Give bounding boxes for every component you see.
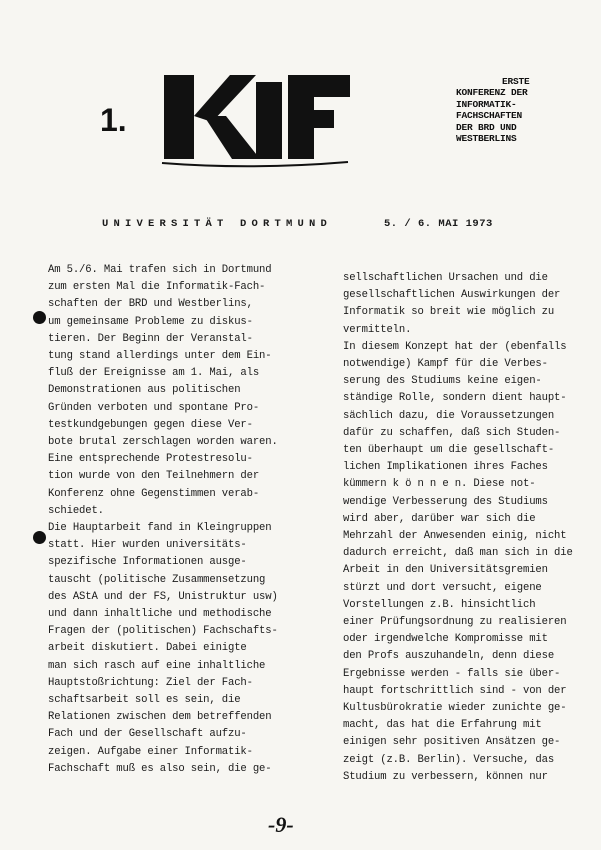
text-line: man sich rasch auf eine inhaltliche: [48, 659, 266, 672]
text-line: notwendige) Kampf für die Verbes-: [343, 358, 548, 371]
text-line: testkundgebungen gegen diese Ver-: [48, 418, 253, 431]
text-line: Vorstellungen z.B. hinsichtlich: [343, 598, 536, 611]
text-line: Fragen der (politischen) Fachschafts-: [48, 625, 278, 638]
text-line: statt. Hier wurden universitäts-: [48, 539, 247, 552]
text-line: ten überhaupt um die gesellschaft-: [343, 444, 555, 457]
text-line: Hauptstoßrichtung: Ziel der Fach-: [48, 676, 253, 689]
text-line: dadurch erreicht, daß man sich in die: [343, 547, 573, 560]
text-line: tion wurde von den Teilnehmern der: [48, 470, 260, 483]
text-line: zeigen. Aufgabe einer Informatik-: [48, 745, 253, 758]
text-line: bote brutal zerschlagen worden waren.: [48, 436, 278, 449]
text-line: fluß der Ereignisse am 1. Mai, als: [48, 367, 260, 380]
text-line: tung stand allerdings unter dem Ein-: [48, 350, 272, 363]
text-line: Gründen verboten und spontane Pro-: [48, 401, 260, 414]
text-line: schiedet.: [48, 504, 104, 517]
text-line: Mehrzahl der Anwesenden einig, nicht: [343, 530, 567, 543]
text-line: Informatik so breit wie möglich zu: [343, 306, 555, 319]
text-line: haupt fortschrittlich sind - von der: [343, 684, 567, 697]
conference-title-line: INFORMATIK-: [456, 98, 517, 110]
text-line: Konferenz ohne Gegenstimmen verab-: [48, 487, 260, 500]
text-line: einigen sehr positiven Ansätzen ge-: [343, 736, 561, 749]
text-line: dafür zu schaffen, daß sich Studen-: [343, 426, 561, 439]
hole-punch-mark: [33, 531, 46, 544]
text-line: macht, das hat die Erfahrung mit: [343, 719, 542, 732]
text-line: Am 5./6. Mai trafen sich in Dortmund: [48, 264, 272, 276]
conference-title-line: ERSTE: [502, 76, 530, 87]
text-line: Studium zu verbessern, können nur: [343, 770, 548, 783]
text-line: schaften der BRD und Westberlins,: [48, 298, 253, 311]
text-line: stürzt und dort versucht, eigene: [343, 581, 542, 594]
text-line: arbeit diskutiert. Dabei einigte: [48, 642, 247, 655]
text-line: des AStA und der FS, Unistruktur usw): [48, 590, 278, 603]
conference-title-line: KONFERENZ DER: [456, 87, 528, 99]
text-line: einer Prüfungsordnung zu realisieren: [343, 616, 567, 629]
text-line: zeigt (z.B. Berlin). Versuche, das: [343, 753, 555, 766]
conference-date: 5. / 6. MAI 1973: [384, 218, 493, 230]
text-line: Demonstrationen aus politischen: [48, 384, 241, 397]
university-name: UNIVERSITÄT DORTMUND: [102, 218, 333, 230]
right-text-column: [343, 270, 601, 786]
text-line: Kultusbürokratie wieder zunichte ge-: [343, 702, 567, 715]
text-line: vermitteln.: [343, 323, 412, 336]
text-line: tieren. Der Beginn der Veranstal-: [48, 332, 253, 345]
text-line: serung des Studiums keine eigen-: [343, 375, 542, 388]
text-line: wendige Verbesserung des Studiums: [343, 495, 548, 508]
text-line: lichen Implikationen ihres Faches: [343, 461, 548, 474]
hole-punch-mark: [33, 311, 46, 324]
text-line: sächlich dazu, die Voraussetzungen: [343, 409, 555, 422]
text-line: und dann inhaltliche und methodische: [48, 608, 272, 621]
text-line: oder irgendwelche Kompromisse mit: [343, 633, 548, 646]
text-line: In diesem Konzept hat der (ebenfalls: [343, 340, 567, 353]
text-line: um gemeinsame Probleme zu diskus-: [48, 315, 253, 328]
conference-title-line: WESTBERLINS: [456, 133, 517, 145]
text-line: zum ersten Mal die Informatik-Fach-: [48, 281, 266, 294]
conference-title-line: FACHSCHAFTEN: [456, 110, 523, 122]
left-text-column: [48, 262, 310, 778]
text-line: ständige Rolle, sondern dient haupt-: [343, 392, 567, 405]
text-line: spezifische Informationen ausge-: [48, 556, 247, 569]
text-line: Fachschaft muß es also sein, die ge-: [48, 762, 272, 775]
text-line: Eine entsprechende Protestresolu-: [48, 453, 253, 466]
text-line: Fach und der Gesellschaft aufzu-: [48, 728, 247, 741]
text-line: Relationen zwischen dem betreffenden: [48, 711, 272, 724]
conference-title-line: DER BRD UND: [456, 121, 517, 133]
text-line: tauscht (politische Zusammensetzung: [48, 573, 266, 586]
conference-title-block: [456, 76, 596, 144]
text-line: schaftsarbeit soll es sein, die: [48, 694, 241, 707]
conference-number: 1.: [100, 102, 127, 138]
kif-logo: [152, 70, 352, 170]
text-line: Arbeit in den Universitätsgremien: [343, 564, 548, 577]
text-line: den Profs auszuhandeln, denn diese: [343, 650, 555, 663]
venue-date-line: [102, 217, 522, 231]
text-line: wird aber, darüber war sich die: [343, 512, 536, 525]
text-line: gesellschaftlichen Auswirkungen der: [343, 289, 561, 302]
text-line: Die Hauptarbeit fand in Kleingruppen: [48, 522, 272, 535]
page-number: -9-: [268, 812, 294, 837]
text-line: kümmern k ö n n e n. Diese not-: [343, 478, 536, 491]
text-line: sellschaftlichen Ursachen und die: [343, 272, 548, 284]
text-line: Ergebnisse werden - falls sie über-: [343, 667, 561, 680]
